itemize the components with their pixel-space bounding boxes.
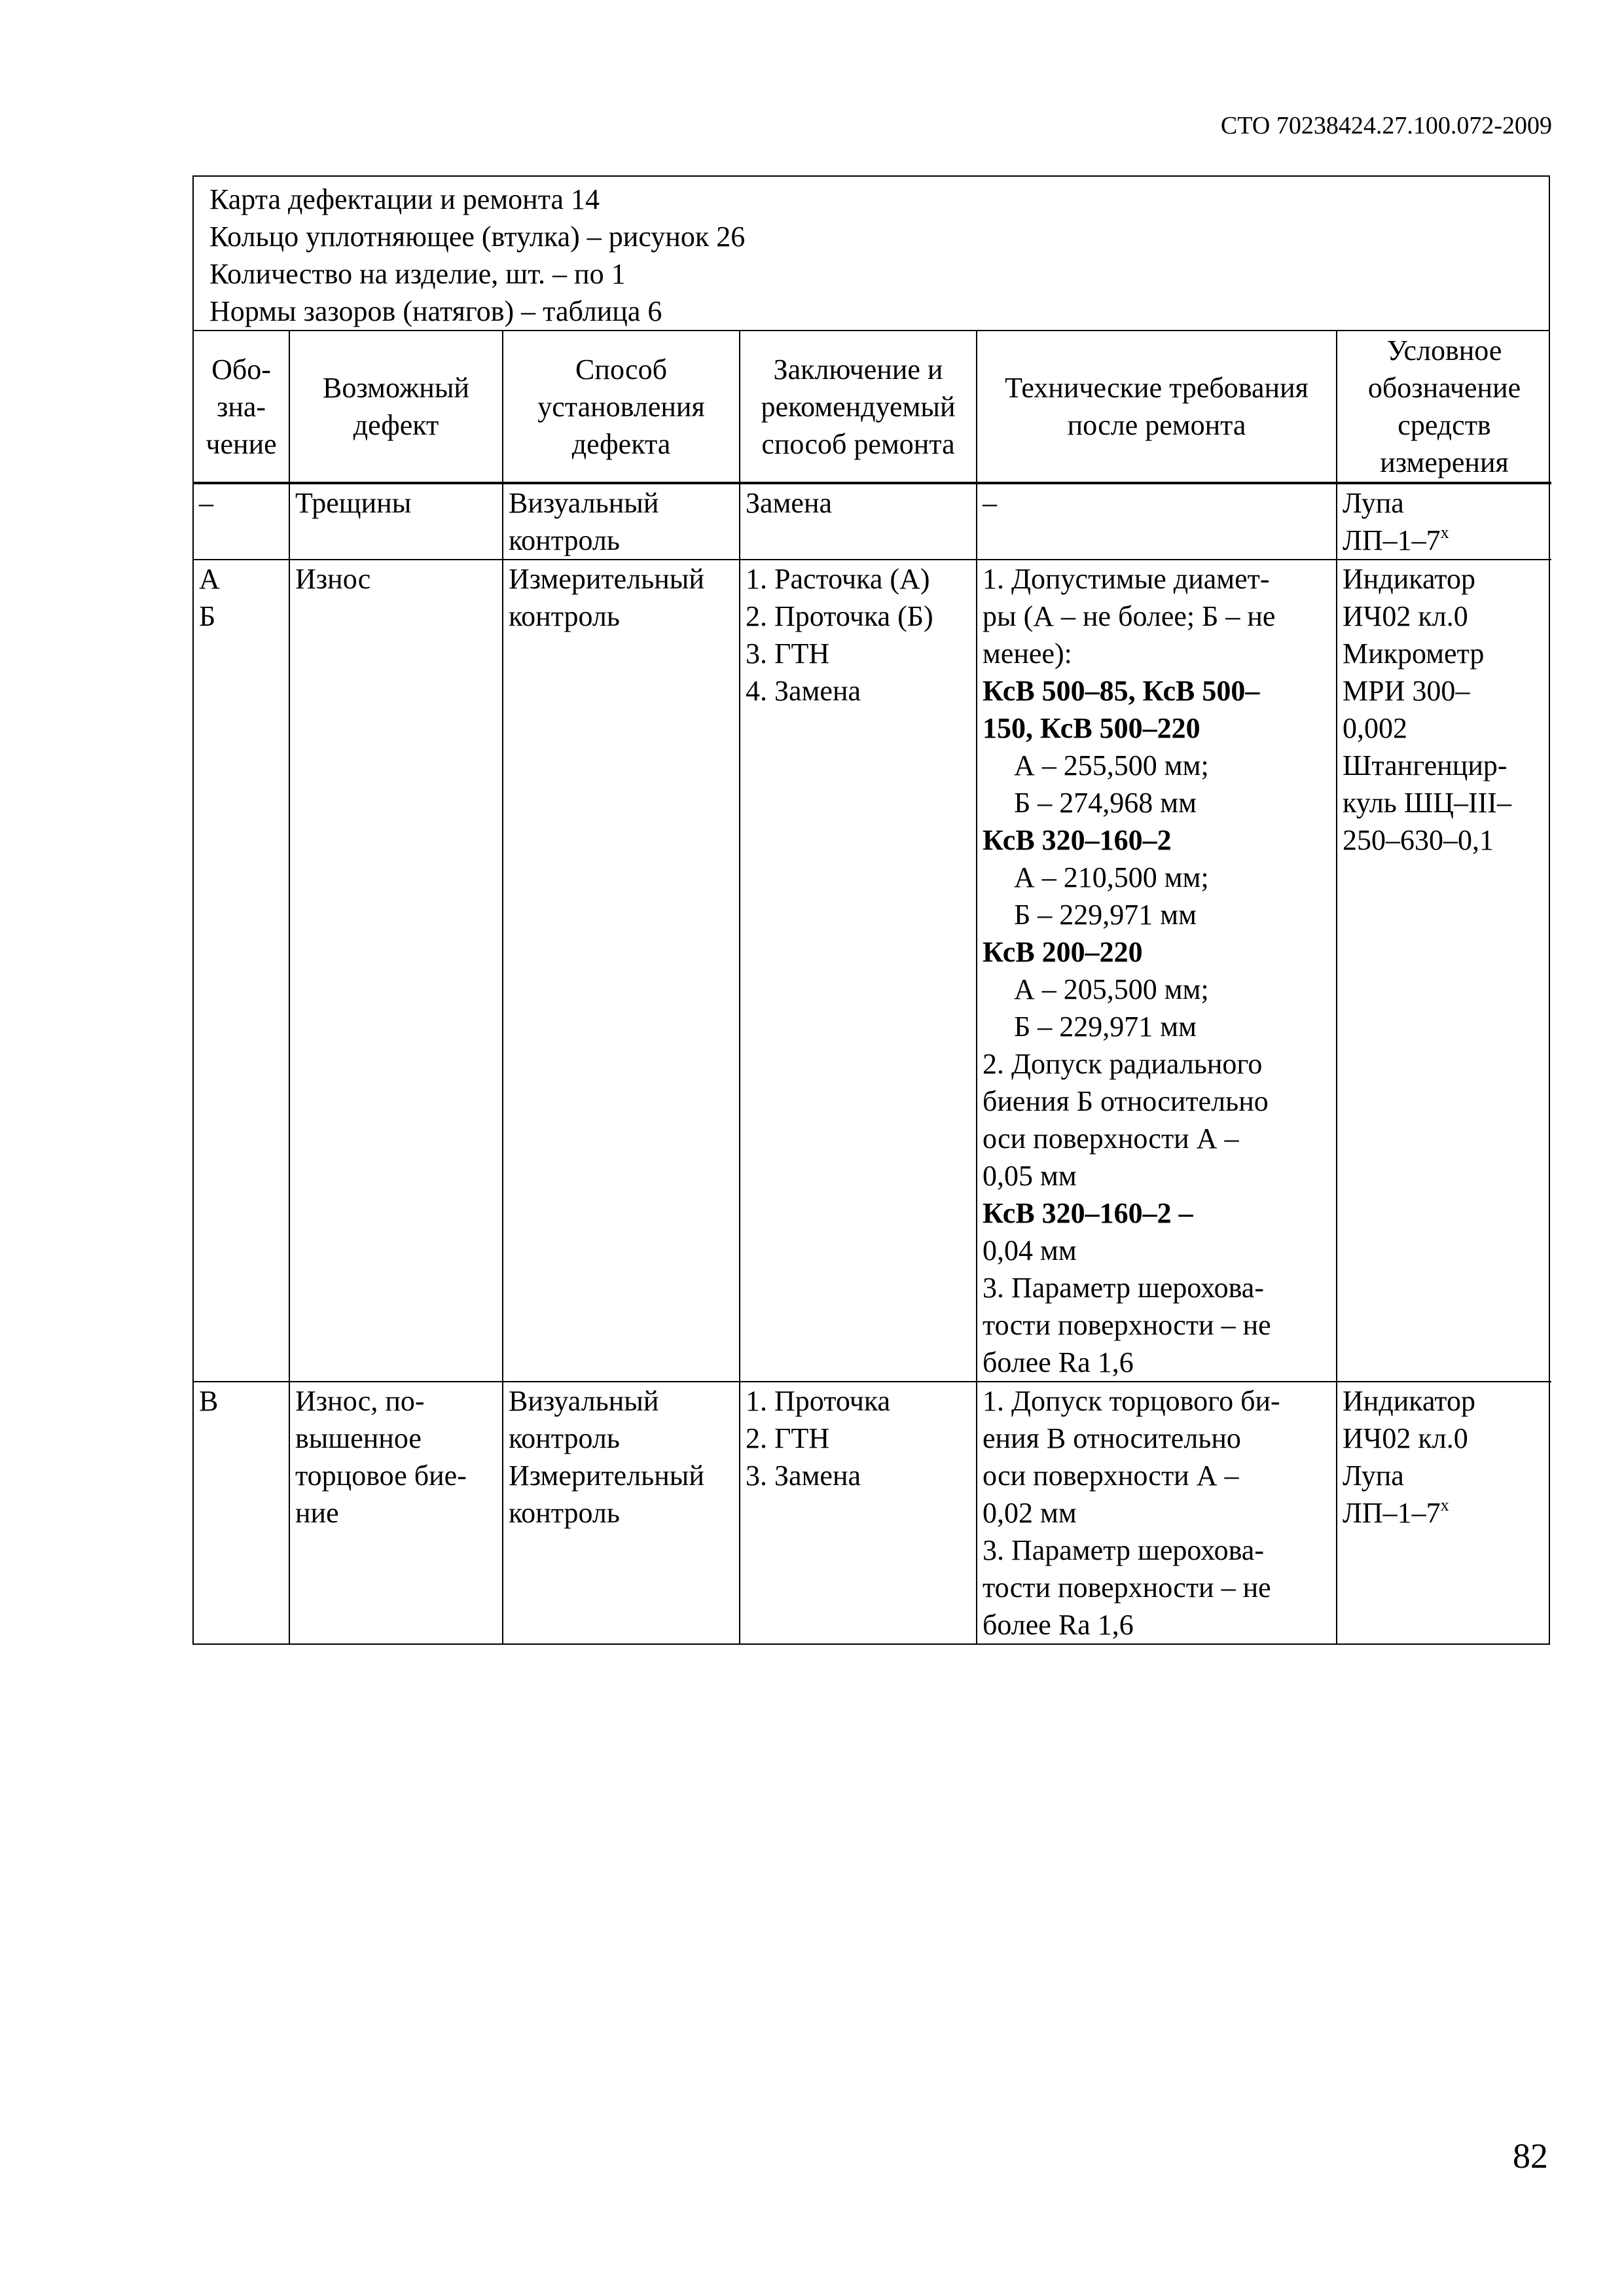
- header-requirements: Технические требования после ремонта: [977, 331, 1337, 483]
- defect-table: [194, 331, 1551, 1643]
- card-title: Карта дефектации и ремонта 14: [209, 183, 600, 215]
- header-instruments: Условное обозначение средств измерения: [1337, 331, 1551, 483]
- cell-requirements: –: [977, 483, 1337, 560]
- header-designation: Обо- зна- чение: [194, 331, 289, 483]
- cell-defect: Трещины: [289, 483, 503, 560]
- cell-designation: –: [194, 483, 289, 560]
- cell-instruments: Индикатор ИЧ02 кл.0 Лупа $ЛП-1-7^х$: [1337, 1382, 1551, 1643]
- cell-requirements: 1. Допуск торцового би- ения В относительно оси поверхности А – 0,02 мм 3. Параметр шерохова- тости поверхности – не более Ra 1,6: [977, 1382, 1337, 1643]
- card-header: [194, 177, 1549, 331]
- document-code: СТО 70238424.27.100.072-2009: [1220, 112, 1552, 139]
- table-row: [194, 560, 1551, 1382]
- card-part: Кольцо уплотняющее (втулка) – рисунок 26: [209, 221, 746, 253]
- model-group-title: КсВ 500–85, КсВ 500–: [983, 675, 1260, 707]
- cell-conclusion: 1. Проточка 2. ГТН 3. Замена: [740, 1382, 977, 1643]
- page-number: 82: [1513, 2136, 1548, 2176]
- model-group-title: КсВ 320–160–2: [983, 824, 1172, 856]
- cell-method: Визуальный контроль Измерительный контроль: [503, 1382, 740, 1643]
- table-header-row: [194, 331, 1551, 483]
- header-method: Способ установления дефекта: [503, 331, 740, 483]
- card-norms: Нормы зазоров (натягов) – таблица 6: [209, 295, 662, 327]
- cell-method: Измерительный контроль: [503, 560, 740, 1382]
- cell-defect: Износ: [289, 560, 503, 1382]
- header-defect: Возможный дефект: [289, 331, 503, 483]
- cell-instruments: Индикатор ИЧ02 кл.0 Микрометр МРИ 300– 0,002 Штангенцир- куль ШЦ–III– 250–630–0,1: [1337, 560, 1551, 1382]
- cell-requirements: 1. Допустимые диамет- ры (А – не более; Б – не менее): КсВ 500–85, КсВ 500– 150, КсВ 500–220 А – 255,500 мм; Б – 274,968 мм КсВ 320–160–2 А – 210,500 мм; Б – 229,971 мм КсВ 200–220 А – 205,500 мм; Б – 229,971 мм 2. Допуск радиального биения Б относительно оси поверхности А – 0,05 мм КсВ 320–160–2 – 0,04 мм 3. Параметр шерохова- тости поверхности – не более Ra 1,6: [977, 560, 1337, 1382]
- model-group-title: КсВ 320–160–2 –: [983, 1197, 1193, 1229]
- cell-designation: А Б: [194, 560, 289, 1382]
- cell-conclusion: Замена: [740, 483, 977, 560]
- cell-method: Визуальный контроль: [503, 483, 740, 560]
- cell-instruments: Лупа $ЛП-1-7^х$: [1337, 483, 1551, 560]
- cell-conclusion: 1. Расточка (А) 2. Проточка (Б) 3. ГТН 4. Замена: [740, 560, 977, 1382]
- defect-repair-card: [192, 175, 1550, 1645]
- model-group-title: КсВ 200–220: [983, 936, 1143, 968]
- table-row: [194, 483, 1551, 560]
- header-conclusion: Заключение и рекомендуемый способ ремонта: [740, 331, 977, 483]
- card-quantity: Количество на изделие, шт. – по 1: [209, 258, 626, 290]
- cell-defect: Износ, по- вышенное торцовое бие- ние: [289, 1382, 503, 1643]
- table-row: [194, 1382, 1551, 1643]
- cell-designation: В: [194, 1382, 289, 1643]
